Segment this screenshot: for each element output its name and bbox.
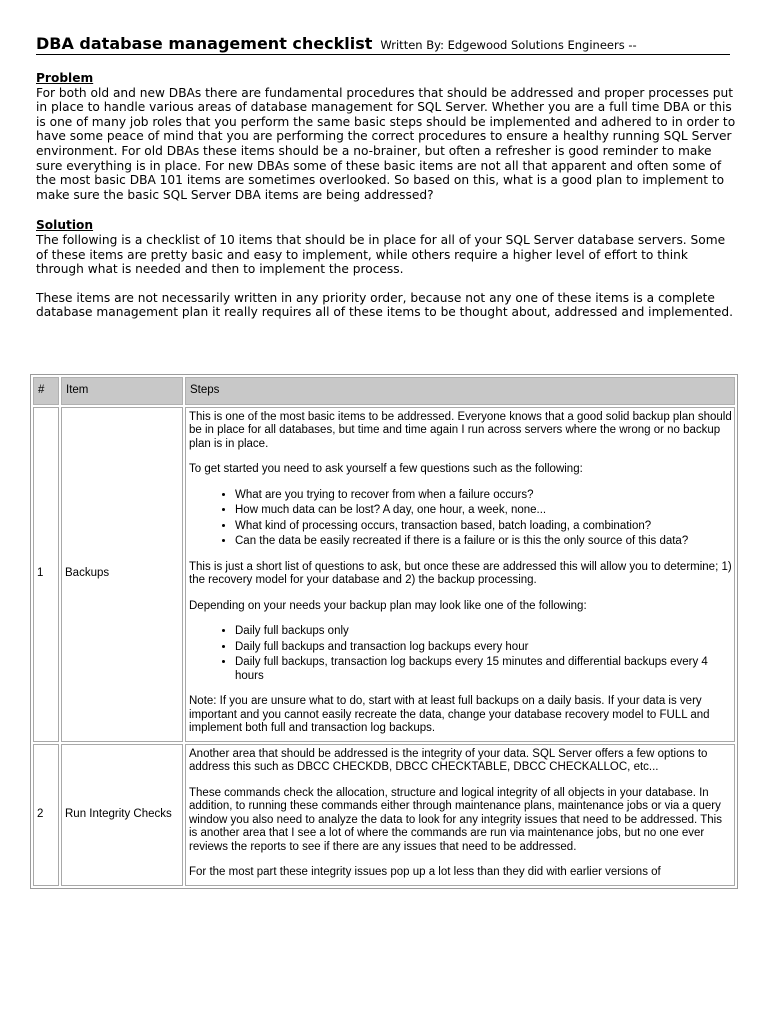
row-item: Run Integrity Checks [61,744,183,886]
steps-paragraph: Depending on your needs your backup plan may look like one of the following: [189,599,587,612]
header-item: Item [61,377,183,405]
list-item: • How much data can be lost? A day, one hour, a week, none... [235,504,732,518]
header-steps: Steps [185,377,735,405]
list-item: • Daily full backups, transaction log backups every 15 minutes and differential backups every 4 hours [235,656,732,683]
solution-section [36,218,736,320]
table-row [33,407,735,742]
document-page [36,34,736,320]
table-header-row [33,377,735,405]
doc-title: DBA database management checklist [36,34,373,53]
row-number: 2 [33,744,59,886]
list-item: • Can the data be easily recreated if there is a failure or is this the only source of this data? [235,535,732,549]
row-number: 1 [33,407,59,742]
list-item: • Daily full backups and transaction log backups every hour [235,641,732,655]
solution-heading: Solution [36,218,94,233]
row-steps [185,407,735,742]
row-item: Backups [61,407,183,742]
solution-para-1: The following is a checklist of 10 items that should be in place for all of your SQL Server database servers. Some of these items are pretty basic and easy to implement, while others require a higher level of effort to think through what is needed and then to implement the process. [36,232,726,277]
list-item: • What are you trying to recover from when a failure occurs? [235,489,732,503]
row-steps [185,744,735,886]
title-line [36,34,730,55]
steps-paragraph: To get started you need to ask yourself a few questions such as the following: [189,463,583,475]
steps-paragraph: Another area that should be addressed is the integrity of your data. SQL Server offers a few options to address this such as DBCC CHECKDB, DBCC CHECKTABLE, DBCC CHECKALLOC, etc... [189,747,708,773]
plans-list [189,625,732,683]
header-num: # [33,377,59,405]
doc-byline: Written By: Edgewood Solutions Engineers -- [380,38,637,52]
steps-paragraph: This is just a short list of questions to ask, but once these are addressed this will allow you to determine; 1) the recovery model for your database and 2) the backup processing. [189,560,732,586]
steps-note: Note: If you are unsure what to do, start with at least full backups on a daily basis. If your data is very important and you cannot easily recreate the data, change your database recovery model to FULL and implement both full and transaction log backups. [189,695,710,734]
steps-paragraph: For the most part these integrity issues pop up a lot less than they did with earlier versions of [189,866,661,878]
steps-paragraph: This is one of the most basic items to be addressed. Everyone knows that a good solid backup plan should be in place for all databases, but time and time again I run across servers where the wrong or no backup plan is in place. [189,410,732,450]
problem-section [36,71,736,202]
list-item: • Daily full backups only [235,625,732,639]
list-item: • What kind of processing occurs, transaction based, batch loading, a combination? [235,520,732,534]
checklist-table [30,374,738,889]
problem-text: For both old and new DBAs there are fundamental procedures that should be addressed and proper processes put in place to handle various areas of database management for SQL Server. Whether you are a full time DBA or this is one of many job roles that you perform the same basic steps should be implemented and adhered to in order to have some peace of mind that you are performing the correct procedures to ensure a healthy running SQL Server environment. For old DBAs these items should be a no-brainer, but often a refresher is good reminder to make sure everything is in place. For new DBAs some of these basic items are not all that apparent and often some of the most basic DBA 101 items are sometimes overlooked. So based on this, what is a good plan to implement to make sure the basic SQL Server DBA items are being addressed? [36,85,736,202]
steps-paragraph: These commands check the allocation, structure and logical integrity of all objects in your database. In addition, to running these commands either through maintenance plans, maintenance jobs or via a query window you also need to analyze the data to look for any integrity issues that need to be addressed. This is another area that I see a lot of where the commands are run via maintenance jobs, but no one ever reviews the reports to see if there are any issues that need to be addressed. [189,786,722,853]
solution-para-2: These items are not necessarily written in any priority order, because not any one of these items is a complete database management plan it really requires all of these items to be thought about, addressed and implemented. [36,290,734,320]
table-row [33,744,735,886]
problem-heading: Problem [36,71,94,85]
questions-list [189,489,732,549]
